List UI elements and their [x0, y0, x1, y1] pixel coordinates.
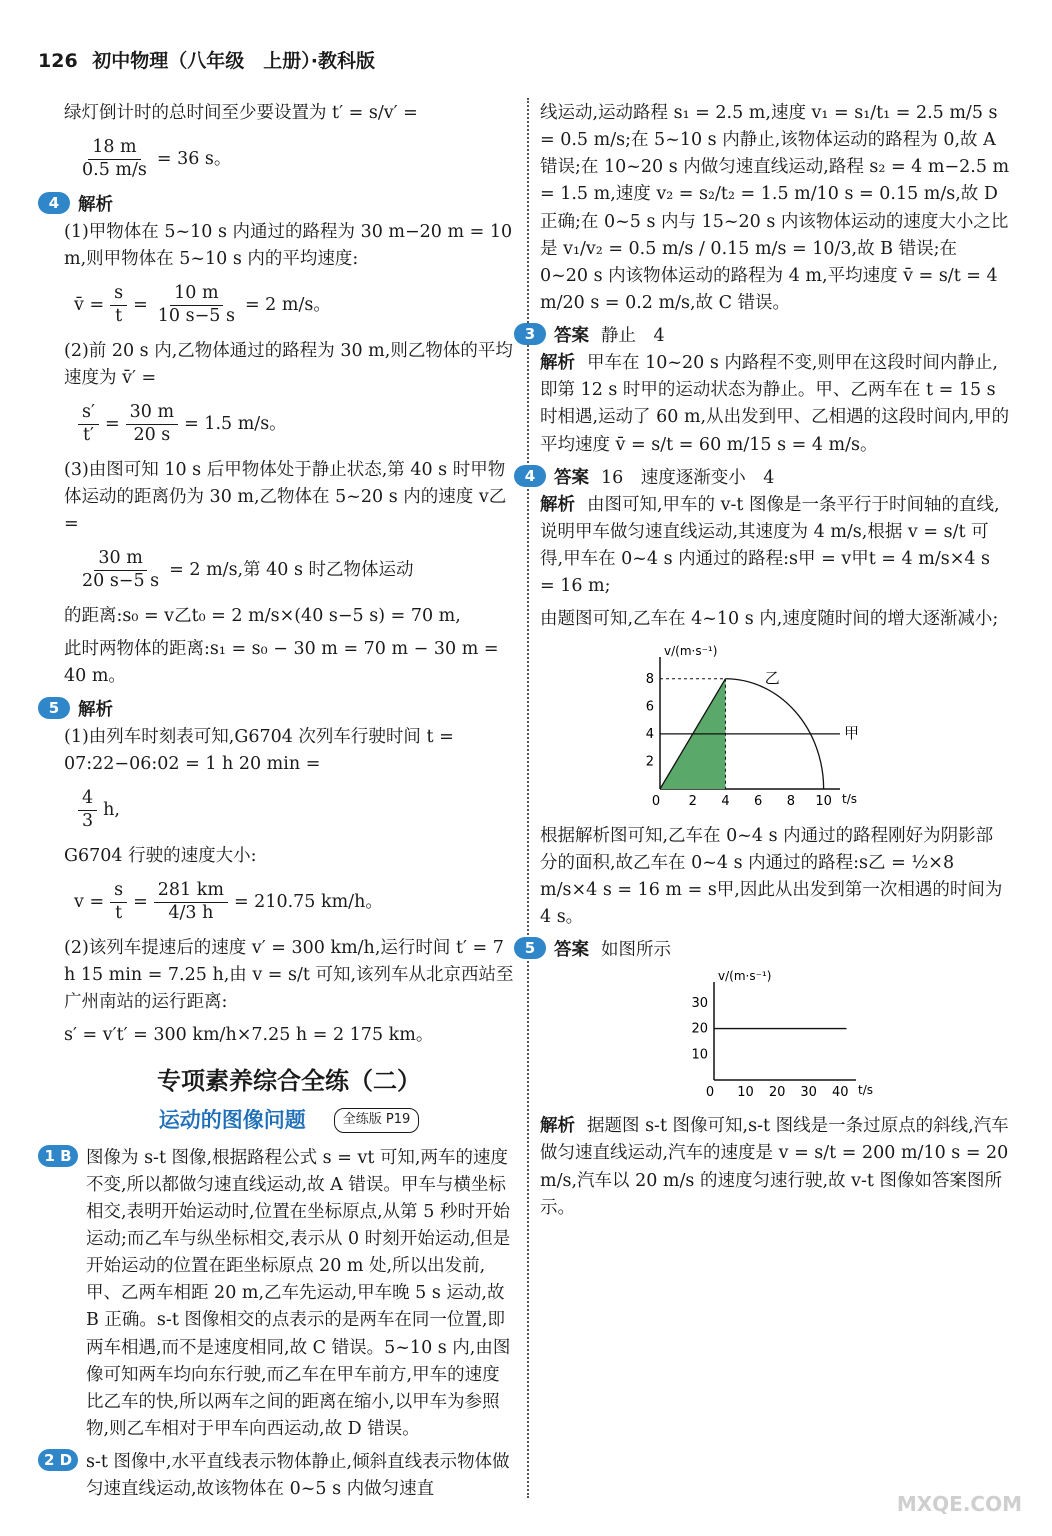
q4-part5: 此时两物体的距离:s₁ = s₀ − 30 m = 70 m − 30 m = 40 m。	[64, 639, 499, 687]
question-badge: 3	[514, 323, 546, 345]
q5-eq1: v = $\frac{s}{t}$ = $\frac{281 km}{4/3 h}$ = 210.75 km/h。	[74, 879, 383, 923]
question-4-analysis	[48, 192, 514, 219]
x-axis-label: t/s	[858, 1083, 873, 1098]
q5-answer: 如图所示	[601, 940, 671, 960]
section-title: 专项素养综合全练（二）	[157, 1067, 421, 1095]
x-tick-label: 40	[831, 1085, 849, 1099]
q5-part3: (2)该列车提速后的速度 v′ = 300 km/h,运行时间 t′ = 7 h 15 min = 7.25 h,由 v = s/t 可知,该列车从北京西站至广州南站的运行距离:	[64, 937, 514, 1012]
fraction: $\frac{18 m}{0.5 m/s}$	[82, 137, 147, 180]
answer-tag: 答案	[554, 940, 589, 960]
y-tick-label: 6	[645, 699, 654, 715]
x-tick-label: 20	[768, 1085, 786, 1099]
analysis-tag: 解析	[78, 699, 113, 720]
page-header	[38, 46, 375, 73]
question-badge: 4	[38, 192, 70, 214]
page-number: 126	[38, 50, 78, 72]
book-title: 初中物理（八年级 上册）·教科版	[92, 50, 376, 72]
q4-answer: 16 速度逐渐变小 4	[601, 467, 775, 488]
q5-part1: (1)由列车时刻表可知,G6704 次列车行驶时间 t = 07:22−06:02 = 1 h 20 min =	[64, 726, 454, 774]
y-tick-label: 30	[691, 995, 708, 1011]
x-tick-label: 10	[815, 794, 832, 810]
watermark: MXQE.COM	[896, 1492, 1022, 1516]
q4-eq3: $\frac{30 m}{20 s-5 s}$ = 2 m/s,第 40 s 时乙物体运动	[82, 548, 414, 592]
x-tick-label: 8	[786, 794, 796, 810]
question-5-analysis	[48, 697, 514, 724]
x-tick-label: 4	[721, 794, 730, 810]
q2-continued: 线运动,运动路程 s₁ = 2.5 m,速度 v₁ = s₁/t₁ = 2.5 m/5 s = 0.5 m/s;在 5~10 s 内静止,该物体运动的路程为 0,故 A 错误;在 10~20 s 内做匀速直线运动,路程 s₂ = 4 m−2.5 m = 1.5 m,速度 v₂ = s₂/t₂ = 1.5 m/10 s = 0.15 m/s,故 D 正确;在 0~5 s 内与 15~20 s 内该物体运动的速度大小之比是 v₁/v₂ = 0.5 m/s / 0.15 m/s = 10/3,故 B 错误;在 0~20 s 内该物体运动的路程为 4 m,平均速度 v̄ = s/t = 4 m/20 s = 0.2 m/s,故 C 错误。	[540, 103, 1010, 313]
q5-analysis: 据题图 s-t 图像可知,s-t 图线是一条过原点的斜线,汽车做匀速直线运动,汽车的速度是 v = s/t = 200 m/10 s = 20 m/s,汽车以 20 m/s 的速度匀速行驶,故 v-t 图像如答案图所示。	[540, 1116, 1009, 1218]
y-tick-label: 10	[691, 1047, 708, 1063]
column-divider	[527, 98, 529, 1498]
q4-analysis-3: 根据解析图可知,乙车在 0~4 s 内通过的路程刚好为阴影部分的面积,故乙车在 0~4 s 内通过的路程:s乙 = ½×8 m/s×4 s = 16 m = s甲,因此从出发到第一次相遇的时间为 4 s。	[540, 825, 1003, 927]
intro-equation: $\frac{18 m}{0.5 m/s}$ = 36 s。	[74, 137, 514, 182]
vt-graph-2-svg	[680, 968, 880, 1098]
analysis-tag: 解析	[78, 194, 113, 215]
x-tick-label: 6	[754, 794, 763, 810]
intro-text: 绿灯倒计时的总时间至少要设置为 t′ = s/v′ =	[64, 103, 418, 123]
question-badge: 4	[514, 465, 546, 487]
analysis-tag: 解析	[540, 1116, 575, 1137]
x-tick-label: 2	[688, 794, 697, 810]
q5-part2: G6704 行驶的速度大小:	[64, 845, 257, 866]
y-tick-label: 2	[645, 754, 654, 770]
q5-eq0: $\frac{4}{3}$ h,	[74, 788, 514, 833]
question-badge: 5	[514, 937, 546, 959]
q4-part4: 的距离:s₀ = v乙t₀ = 2 m/s×(40 s−5 s) = 70 m,	[64, 606, 461, 627]
x-tick-label: 30	[800, 1085, 817, 1099]
question-badge: 5	[38, 697, 70, 719]
x-tick-label: 0	[705, 1085, 715, 1099]
question-badge: 1 B	[38, 1145, 78, 1167]
q5-part4: s′ = v′t′ = 300 km/h×7.25 h = 2 175 km。	[64, 1024, 434, 1045]
y-axis-label: v/(m·s⁻¹)	[718, 969, 772, 984]
x-tick-label: 0	[651, 794, 661, 810]
vt-graph-2	[680, 968, 1010, 1107]
q4-part2: (2)前 20 s 内,乙物体通过的路程为 30 m,则乙物体的平均速度为 v̄′ =	[64, 341, 513, 389]
y-tick-label: 20	[691, 1021, 708, 1037]
x-tick-label: 10	[737, 1085, 754, 1099]
question-2	[43, 1449, 514, 1503]
q4-eq1: v̄ = $\frac{s}{t}$ = $\frac{10 m}{10 s-5 s}$ = 2 m/s。	[74, 283, 331, 327]
analysis-tag: 解析	[540, 353, 575, 374]
y-tick-label: 4	[645, 727, 654, 743]
section-subtitle: 运动的图像问题	[158, 1108, 306, 1133]
series-yi-label: 乙	[764, 669, 780, 688]
question-5	[524, 937, 1010, 964]
q1-text: 图像为 s-t 图像,根据路程公式 s = vt 可知,两车的速度不变,所以都做匀速直线运动,故 A 错误。甲车与横坐标相交,表明开始运动时,位置在坐标原点,从第 5 秒时开始运动;而乙车与纵坐标相交,表示从 0 时刻开始运动,但是开始运动的位置在距坐标原点 20 m 处,所以出发前,甲、乙两车相距 20 m,乙车先运动,甲车晚 5 s 运动,故 B 正确。s-t 图像相交的点表示的是两车在同一位置,即两车相遇,而不是速度相同,故 C 错误。5~10 s 内,由图像可知两车均向东行驶,而乙车在甲车前方,甲车的速度比乙车的快,所以两车之间的距离在缩小,以甲车为参照物,则乙车相对于甲车向西运动,故 D 错误。	[86, 1147, 511, 1439]
subtitle-row	[64, 1104, 514, 1137]
left-column	[43, 100, 514, 1503]
answer-tag: 答案	[554, 326, 589, 346]
question-badge: 2 D	[38, 1449, 78, 1471]
page-reference: 全练版 P19	[334, 1108, 420, 1132]
question-3	[524, 323, 1010, 350]
q3-answer: 静止 4	[601, 326, 665, 346]
vt-graph-1-svg	[620, 639, 880, 809]
question-4	[524, 465, 1010, 492]
q4-part3: (3)由图可知 10 s 后甲物体处于静止状态,第 40 s 时甲物体运动的距离仍为 30 m,乙物体在 5~20 s 内的速度 v乙 =	[64, 460, 507, 535]
q2-text: s-t 图像中,水平直线表示物体静止,倾斜直线表示物体做匀速直线运动,故该物体在 0~5 s 内做匀速直	[86, 1452, 510, 1500]
y-tick-label: 8	[645, 672, 654, 688]
y-axis-label: v/(m·s⁻¹)	[664, 644, 718, 659]
question-1	[44, 1145, 514, 1443]
answer-tag: 答案	[554, 467, 589, 488]
q3-analysis: 甲车在 10~20 s 内路程不变,则甲在这段时间内静止,即第 12 s 时甲的运动状态为静止。甲、乙两车在 t = 15 s 时相遇,运动了 60 m,从出发到甲、乙相遇的这段时间内,甲的平均速度 v̄ = s/t = 60 m/15 s = 4 m/s。	[540, 353, 1010, 455]
right-column	[524, 100, 1010, 1228]
x-axis-label: t/s	[842, 792, 857, 807]
q4-analysis-2: 由题图可知,乙车在 4~10 s 内,速度随时间的增大逐渐减小;	[540, 609, 999, 630]
q4-analysis-1: 由图可知,甲车的 v-t 图像是一条平行于时间轴的直线,说明甲车做匀速直线运动,其速度为 4 m/s,根据 v = s/t 可得,甲车在 0~4 s 内通过的路程:s甲 = v甲t = 4 m/s×4 s = 16 m;	[540, 494, 1000, 597]
analysis-tag: 解析	[540, 494, 575, 515]
q4-part1: (1)甲物体在 5~10 s 内通过的路程为 30 m−20 m = 10 m,则甲物体在 5~10 s 内的平均速度:	[64, 222, 513, 270]
series-jia-label: 甲	[844, 724, 860, 743]
q4-eq2: $\frac{s'}{t'}$ = $\frac{30 m}{20 s}$ = 1.5 m/s。	[74, 402, 514, 447]
vt-graph-1	[620, 639, 1010, 818]
